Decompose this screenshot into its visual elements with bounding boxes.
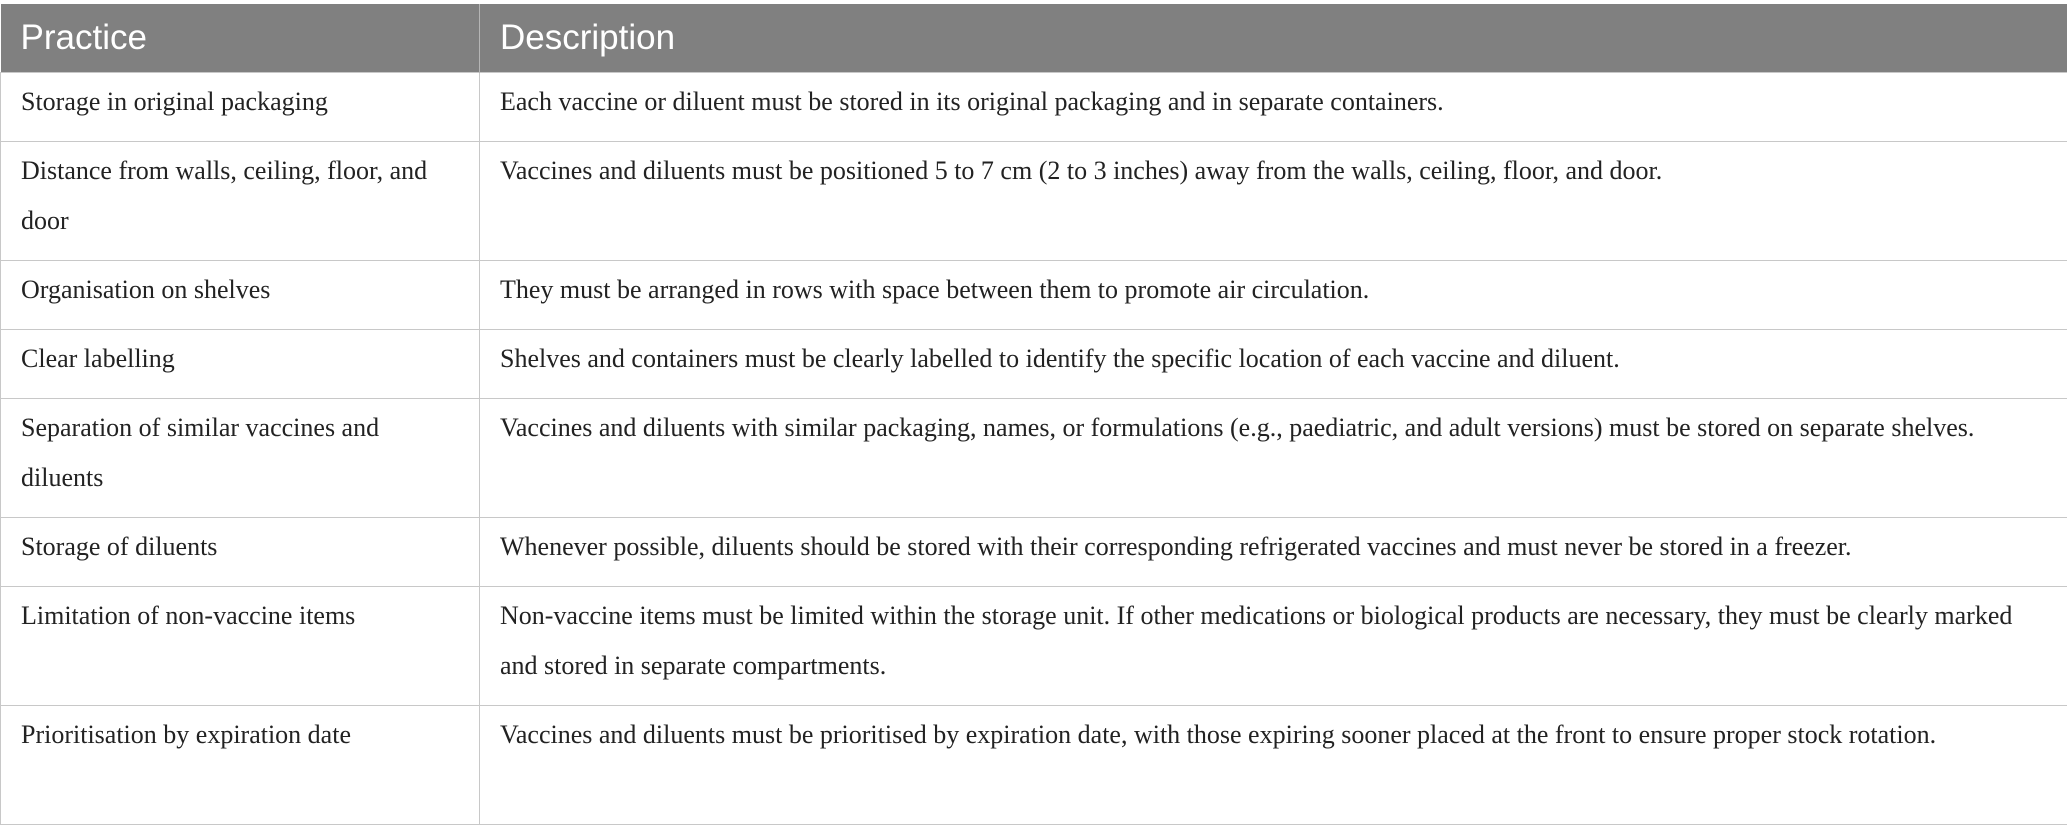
description-cell: Non-vaccine items must be limited within the storage unit. If other medications or biological products are necessary, they must be clearly marked and stored in separate compartments.	[480, 587, 2067, 706]
table-row	[1, 399, 2067, 518]
practice-cell: Prioritisation by expiration date	[1, 706, 480, 825]
table-row	[1, 261, 2067, 330]
practice-cell: Clear labelling	[1, 330, 480, 399]
practices-table	[0, 4, 2067, 825]
table-row	[1, 73, 2067, 142]
table-row	[1, 706, 2067, 825]
description-cell: Vaccines and diluents must be positioned 5 to 7 cm (2 to 3 inches) away from the walls, ceiling, floor, and door.	[480, 142, 2067, 261]
description-cell: Vaccines and diluents with similar packaging, names, or formulations (e.g., paediatric, and adult versions) must be stored on separate shelves.	[480, 399, 2067, 518]
practice-cell: Distance from walls, ceiling, floor, and door	[1, 142, 480, 261]
table-body	[1, 73, 2067, 825]
header-practice: Practice	[1, 4, 480, 73]
header-description: Description	[480, 4, 2067, 73]
practice-cell: Organisation on shelves	[1, 261, 480, 330]
description-cell: Shelves and containers must be clearly labelled to identify the specific location of each vaccine and diluent.	[480, 330, 2067, 399]
practice-cell: Storage of diluents	[1, 518, 480, 587]
table-row	[1, 587, 2067, 706]
practice-cell: Storage in original packaging	[1, 73, 480, 142]
practice-cell: Separation of similar vaccines and diluents	[1, 399, 480, 518]
description-cell: Vaccines and diluents must be prioritised by expiration date, with those expiring sooner placed at the front to ensure proper stock rotation.	[480, 706, 2067, 825]
table-row	[1, 518, 2067, 587]
description-cell: Whenever possible, diluents should be stored with their corresponding refrigerated vaccines and must never be stored in a freezer.	[480, 518, 2067, 587]
description-cell: They must be arranged in rows with space between them to promote air circulation.	[480, 261, 2067, 330]
practices-table-container	[0, 4, 2067, 825]
table-row	[1, 330, 2067, 399]
practice-cell: Limitation of non-vaccine items	[1, 587, 480, 706]
description-cell: Each vaccine or diluent must be stored in its original packaging and in separate containers.	[480, 73, 2067, 142]
table-row	[1, 142, 2067, 261]
table-header	[1, 4, 2067, 73]
header-row	[1, 4, 2067, 73]
